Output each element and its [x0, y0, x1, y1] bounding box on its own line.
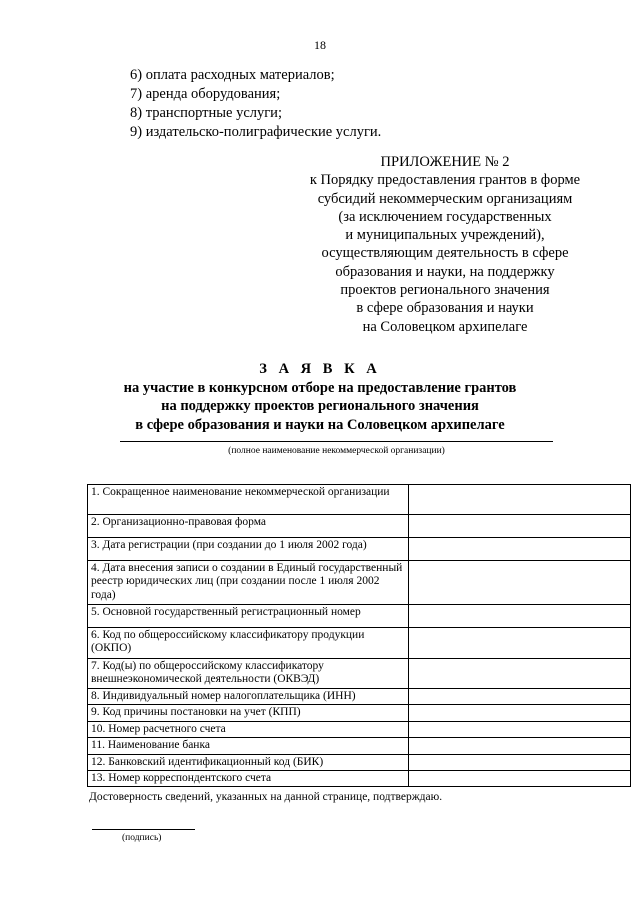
table-row	[88, 705, 631, 721]
row-value-cell	[409, 771, 631, 787]
row-value-cell	[409, 659, 631, 689]
table-row	[88, 485, 631, 515]
expense-list	[130, 66, 381, 142]
row-label: 2. Организационно-правовая форма	[88, 515, 409, 538]
appendix-heading: ПРИЛОЖЕНИЕ № 2	[380, 154, 510, 170]
appendix-line: и муниципальных учреждений),	[345, 227, 545, 244]
form-title-line: в сфере образования и науки на Соловецком архипелаге	[135, 416, 505, 433]
row-label: 8. Индивидуальный номер налогоплательщика (ИНН)	[88, 689, 409, 705]
row-label: 3. Дата регистрации (при создании до 1 июля 2002 года)	[88, 538, 409, 561]
row-value-cell	[409, 721, 631, 737]
appendix-line: образования и науки, на поддержку	[335, 263, 555, 280]
row-label: 4. Дата внесения записи о создании в Единый государственный реестр юридических лиц (при создании после 1 июля 2002 года)	[88, 561, 409, 605]
row-label: 11. Наименование банка	[88, 738, 409, 754]
row-label: 12. Банковский идентификационный код (БИК)	[88, 754, 409, 770]
row-value-cell	[409, 738, 631, 754]
row-value-cell	[409, 605, 631, 628]
row-label: 5. Основной государственный регистрационный номер	[88, 605, 409, 628]
appendix-line: на Соловецком архипелаге	[362, 318, 528, 335]
table-row	[88, 738, 631, 754]
row-value-cell	[409, 485, 631, 515]
org-name-line	[120, 441, 553, 442]
form-title	[0, 360, 640, 434]
organization-details-table	[87, 484, 631, 787]
page-number: 18	[314, 38, 326, 52]
signature-caption: (подпись)	[122, 833, 162, 843]
list-item: 9) издательско-полиграфические услуги.	[130, 124, 382, 140]
appendix-header	[300, 153, 590, 336]
form-title-word: З А Я В К А	[259, 361, 381, 377]
table-row	[88, 561, 631, 605]
form-title-line: на участие в конкурсном отборе на предоставление грантов	[123, 379, 517, 396]
appendix-line: (за исключением государственных	[338, 208, 552, 225]
row-value-cell	[409, 689, 631, 705]
row-label: 10. Номер расчетного счета	[88, 721, 409, 737]
row-label: 13. Номер корреспондентского счета	[88, 771, 409, 787]
table-row	[88, 515, 631, 538]
row-value-cell	[409, 628, 631, 659]
appendix-line: проектов регионального значения	[340, 282, 550, 299]
row-value-cell	[409, 705, 631, 721]
list-item: 7) аренда оборудования;	[130, 86, 281, 102]
confirmation-statement: Достоверность сведений, указанных на данной странице, подтверждаю.	[89, 791, 443, 803]
row-label: 1. Сокращенное наименование некоммерческой организации	[88, 485, 409, 515]
org-name-caption: (полное наименование некоммерческой организации)	[228, 446, 445, 456]
appendix-line: субсидий некоммерческим организациям	[317, 190, 573, 207]
row-value-cell	[409, 754, 631, 770]
table-row	[88, 538, 631, 561]
row-label: 9. Код причины постановки на учет (КПП)	[88, 705, 409, 721]
table-row	[88, 771, 631, 787]
table-row	[88, 628, 631, 659]
table-row	[88, 659, 631, 689]
table-row	[88, 605, 631, 628]
row-label: 7. Код(ы) по общероссийскому классификатору внешнеэкономической деятельности (ОКВЭД)	[88, 659, 409, 689]
appendix-line: в сфере образования и науки	[356, 300, 534, 317]
appendix-line: к Порядку предоставления грантов в форме	[309, 172, 581, 189]
form-title-line: на поддержку проектов регионального значения	[161, 398, 479, 414]
table-row	[88, 689, 631, 705]
appendix-line: осуществляющим деятельность в сфере	[321, 245, 569, 262]
table-row	[88, 721, 631, 737]
table-row	[88, 754, 631, 770]
row-value-cell	[409, 515, 631, 538]
list-item: 8) транспортные услуги;	[130, 105, 282, 121]
list-item: 6) оплата расходных материалов;	[130, 67, 335, 83]
row-value-cell	[409, 538, 631, 561]
row-label: 6. Код по общероссийскому классификатору продукции (ОКПО)	[88, 628, 409, 659]
row-value-cell	[409, 561, 631, 605]
signature-line	[92, 829, 195, 830]
